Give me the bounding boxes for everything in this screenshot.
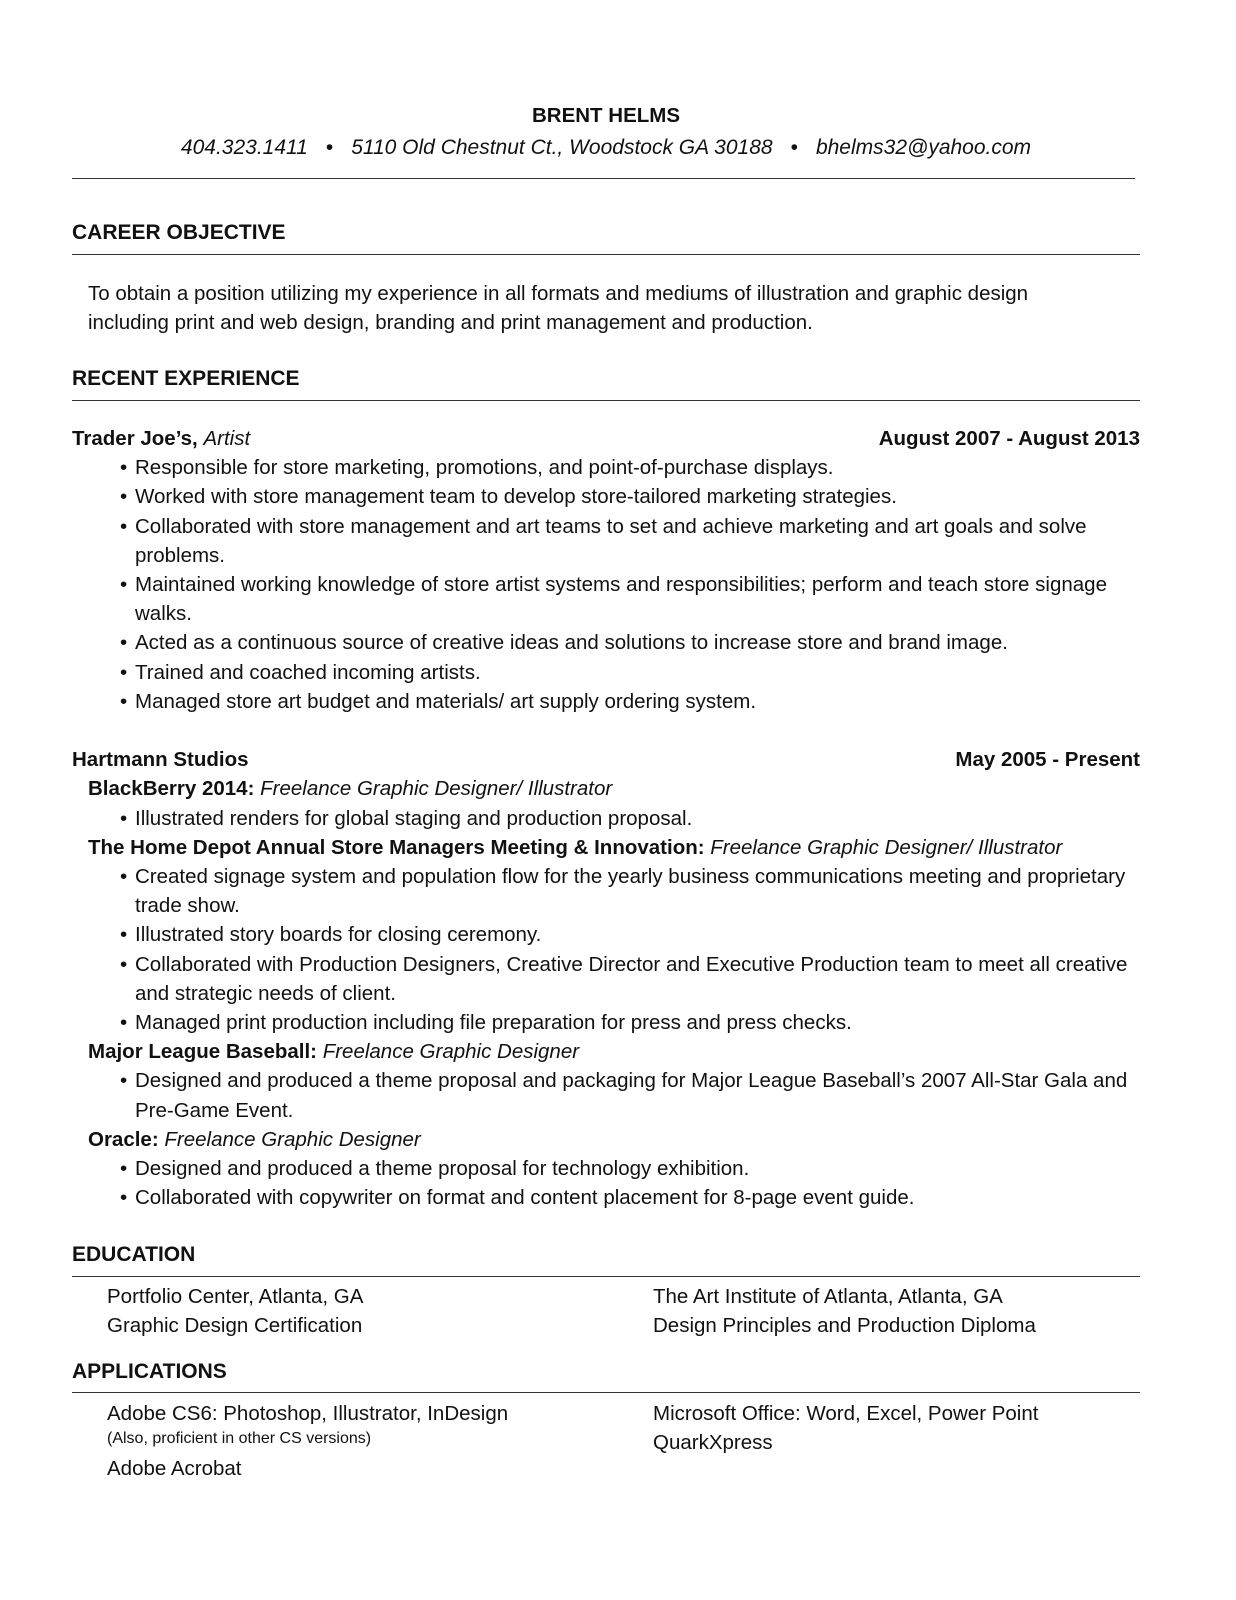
job-role: Artist <box>203 427 251 450</box>
bullet-item: • Maintained working knowledge of store artist systems and responsibilities; perform and teach store signage walks. <box>72 570 1140 628</box>
bullet-item: • Managed store art budget and materials/ art supply ordering system. <box>72 687 1140 716</box>
applications-right <box>653 1399 1038 1457</box>
project-header <box>72 774 1140 803</box>
project-header <box>72 1037 1140 1066</box>
job-header <box>72 424 1140 453</box>
contact-line <box>0 136 1212 160</box>
project-client: Oracle: <box>88 1127 159 1151</box>
degree: Design Principles and Production Diploma <box>653 1314 1036 1337</box>
job-title <box>72 424 250 453</box>
bullet-item: • Responsible for store marketing, promotions, and point-of-purchase displays. <box>72 453 1140 482</box>
objective-text <box>88 279 1138 337</box>
bullet-item: • Illustrated story boards for closing ceremony. <box>72 920 1140 949</box>
separator: • <box>325 136 334 159</box>
school: Portfolio Center, Atlanta, GA <box>107 1285 364 1308</box>
applications-heading: APPLICATIONS <box>72 1360 227 1383</box>
application-note: (Also, proficient in other CS versions) <box>107 1430 372 1447</box>
project-role: Freelance Graphic Designer/ Illustrator <box>710 835 1063 859</box>
school: The Art Institute of Atlanta, Atlanta, GA <box>653 1285 1003 1308</box>
spacer <box>72 716 1140 745</box>
bullet-item: • Acted as a continuous source of creative ideas and solutions to increase store and brand image. <box>72 628 1140 657</box>
project-header <box>72 833 1140 862</box>
candidate-name: BRENT HELMS <box>531 104 681 127</box>
phone: 404.323.1411 <box>180 136 308 159</box>
education-right <box>653 1282 1036 1340</box>
project-role: Freelance Graphic Designer/ Illustrator <box>260 777 613 801</box>
application-item: QuarkXpress <box>653 1431 773 1454</box>
bullet-item: • Designed and produced a theme proposal and packaging for Major League Baseball’s 2007 All-Star Gala and Pre-Game Event. <box>72 1066 1140 1124</box>
job-dates: May 2005 - Present <box>955 748 1140 772</box>
header-divider <box>72 178 1135 179</box>
project-client: The Home Depot Annual Store Managers Meeting & Innovation: <box>88 835 705 859</box>
job-dates: August 2007 - August 2013 <box>878 427 1140 450</box>
address: 5110 Old Chestnut Ct., Woodstock GA 30188 <box>351 136 773 159</box>
bullet-item: • Trained and coached incoming artists. <box>72 658 1140 687</box>
job-title <box>72 745 249 774</box>
objective-line: including print and web design, branding and print management and production. <box>88 311 813 334</box>
bullet-item: • Collaborated with copywriter on format and content placement for 8-page event guide. <box>72 1183 1140 1212</box>
project-client: Major League Baseball: <box>88 1040 317 1064</box>
objective-line: To obtain a position utilizing my experience in all formats and mediums of illustration and graphic design <box>88 282 1029 305</box>
section-divider <box>72 1392 1140 1393</box>
objective-heading: CAREER OBJECTIVE <box>72 221 286 244</box>
experience-list <box>72 424 1140 1212</box>
bullet-item: • Collaborated with store management and art teams to set and achieve marketing and art goals and solve problems. <box>72 512 1140 570</box>
degree: Graphic Design Certification <box>107 1314 363 1337</box>
bullet-item: • Illustrated renders for global staging and production proposal. <box>72 804 1140 833</box>
applications-left <box>107 1399 508 1483</box>
project-header <box>72 1125 1140 1154</box>
section-divider <box>72 254 1140 255</box>
application-item: Adobe CS6: Photoshop, Illustrator, InDesign <box>107 1402 509 1425</box>
bullet-item: • Collaborated with Production Designers, Creative Director and Executive Production team to meet all creative and strategic needs of client. <box>72 950 1140 1008</box>
project-role: Freelance Graphic Designer <box>164 1127 421 1151</box>
section-divider <box>72 1276 1140 1277</box>
education-heading: EDUCATION <box>72 1243 196 1266</box>
education-left <box>107 1282 363 1340</box>
project-role: Freelance Graphic Designer <box>322 1040 580 1064</box>
bullet-item: • Created signage system and population flow for the yearly business communications meeting and proprietary trade show. <box>72 862 1140 920</box>
section-divider <box>72 400 1140 401</box>
bullet-item: • Managed print production including file preparation for press and press checks. <box>72 1008 1140 1037</box>
application-item: Microsoft Office: Word, Excel, Power Point <box>653 1402 1039 1425</box>
company-name: Trader Joe’s, <box>72 427 198 450</box>
job-header <box>72 745 1140 774</box>
project-client: BlackBerry 2014: <box>88 777 255 801</box>
experience-heading: RECENT EXPERIENCE <box>72 367 300 390</box>
application-item: Adobe Acrobat <box>107 1457 242 1480</box>
separator: • <box>790 136 798 159</box>
email: bhelms32@yahoo.com <box>815 136 1032 159</box>
bullet-item: • Designed and produced a theme proposal for technology exhibition. <box>72 1154 1140 1183</box>
company-name: Hartmann Studios <box>72 748 249 772</box>
bullet-item: • Worked with store management team to develop store-tailored marketing strategies. <box>72 482 1140 511</box>
